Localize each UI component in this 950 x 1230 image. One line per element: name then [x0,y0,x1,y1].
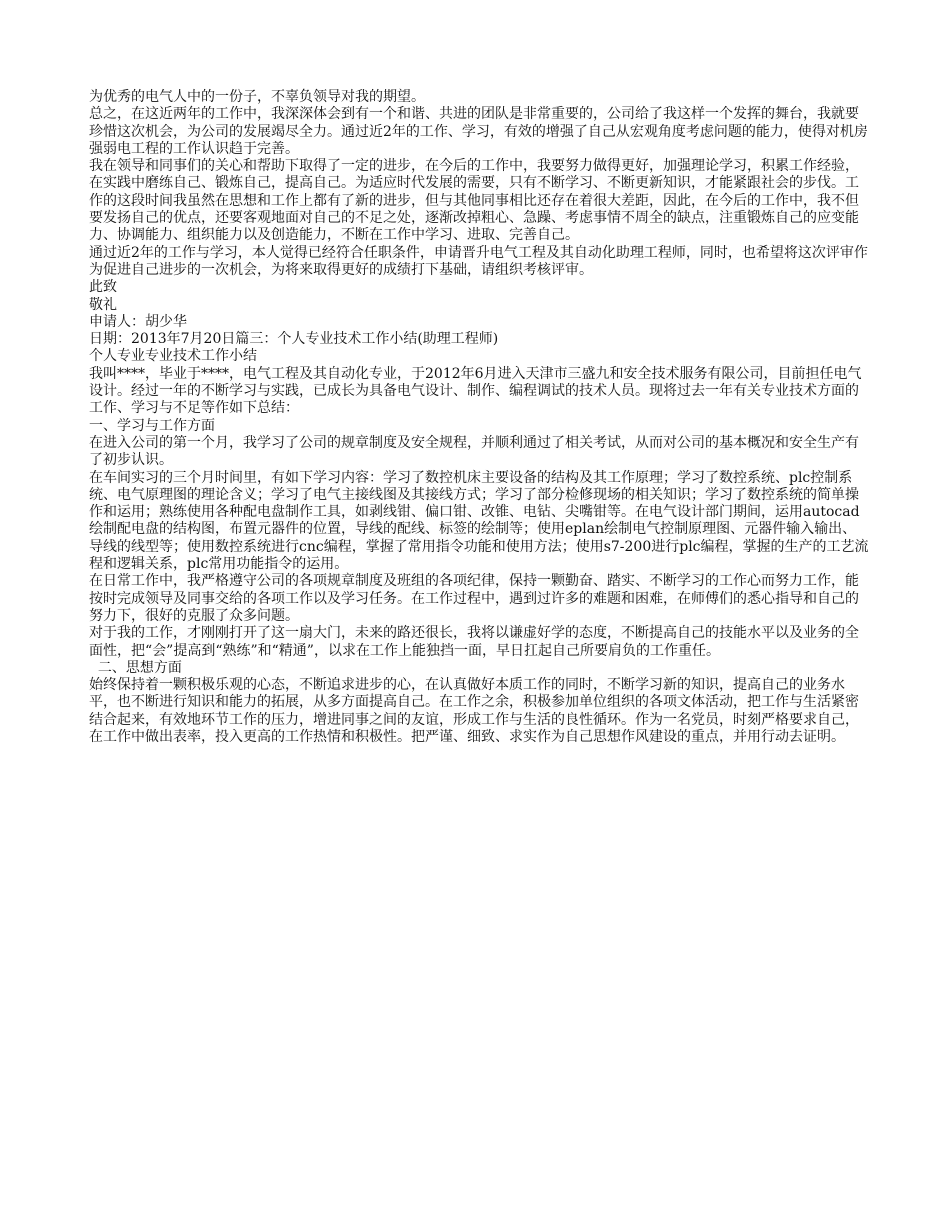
paragraph-summary: 总之，在这近两年的工作中，我深深体会到有一个和谐、共进的团队是非常重要的，公司给了我这样一个发挥的舞台，我就要珍惜这次机会，为公司的发展竭尽全力。通过近2年的工作、学习，有效的增强了自己从宏观角度考虑问题的能力，使得对机房强弱电工程的工作认识趋于完善。 [89,106,868,157]
salutation-jingli: 敬礼 [89,296,117,313]
section-heading: 个人专业专业技术工作小结 [89,348,257,365]
paragraph-future-work: 对于我的工作，才刚刚打开了这一扇大门，未来的路还很长，我将以谦虚好学的态度，不断提高自己的技能水平以及业务的全面性，把“会”提高到“熟练”和“精通”，以求在工作上能独挡一面，早日扛起自己所要肩负的工作重任。 [89,625,859,659]
heading-study-and-work: 一、学习与工作方面 [89,417,215,434]
paragraph-first-month: 在进入公司的第一个月，我学习了公司的规章制度及安全规程，并顺利通过了相关考试，从而对公司的基本概况和安全生产有了初步认识。 [89,434,859,469]
paragraph-introduction: 我叫****，毕业于****，电气工程及其自动化专业，于2012年6月进入天津市三盛九和安全技术服务有限公司，目前担任电气设计。经过一年的不断学习与实践，已成长为具备电气设计、制作、编程调试的技术人员。现将过去一年有关专业技术方面的工作、学习与不足等作如下总结： [89,365,862,417]
paragraph-progress: 我在领导和同事们的关心和帮助下取得了一定的进步，在今后的工作中，我要努力做得更好，加强理论学习，积累工作经验，在实践中磨练自己、锻炼自己，提高自己。为适应时代发展的需要，只有不断学习、不断更新知识，才能紧跟社会的步伐。工作的这段时间我虽然在思想和工作上都有了新的进步，但与其他同事相比还存在着很大差距，因此，在今后的工作中，我不但要发扬自己的优点，还要客观地面对自己的不足之处，逐渐改掉粗心、急躁、考虑事情不周全的缺点，注重锻炼自己的应变能力、协调能力、组织能力以及创造能力，不断在工作中学习、进取、完善自己。 [89,158,859,244]
heading-thinking: 二、思想方面 [89,659,182,676]
date-and-section-title: 日期：2013年7月20日篇三：个人专业技术工作小结(助理工程师) [89,331,499,348]
paragraph-closing-line: 为优秀的电气人中的一份子，不辜负领导对我的期望。 [89,89,425,105]
paragraph-application: 通过近2年的工作与学习，本人觉得已经符合任职条件，申请晋升电气工程及其自动化助理工程师，同时，也希望将这次评审作为促进自己进步的一次机会，为将来取得更好的成绩打下基础，请组织考核评审。 [89,244,868,278]
paragraph-attitude: 始终保持着一颗积极乐观的心态，不断追求进步的心，在认真做好本质工作的同时，不断学习新的知识，提高自己的业务水平，也不断进行知识和能力的拓展，从多方面提高自己。在工作之余，积极参加单位组织的各项文体活动，把工作与生活紧密结合起来，有效地环节工作的压力，增进同事之间的友谊，形成工作与生活的良性循环。作为一名党员，时刻严格要求自己，在工作中做出表率，投入更高的工作热情和积极性。把严谨、细致、求实作为自己思想作风建设的重点，并用行动去证明。 [89,677,859,745]
paragraph-daily-work: 在日常工作中，我严格遵守公司的各项规章制度及班组的各项纪律，保持一颗勤奋、踏实、不断学习的工作心而努力工作，能按时完成领导及同事交给的各项工作以及学习任务。在工作过程中，遇到过许多的难题和困难，在师傅们的悉心指导和自己的努力下，很好的克服了众多问题。 [89,573,859,624]
document-body [89,89,869,746]
applicant-name: 申请人：胡少华 [89,313,187,330]
salutation-cizhi: 此致 [89,279,117,296]
paragraph-workshop-internship: 在车间实习的三个月时间里，有如下学习内容：学习了数控机床主要设备的结构及其工作原理；学习了数控系统、plc控制系统、电气原理图的理论含义；学习了电气主接线图及其接线方式；学习了部分检修现场的相关知识；学习了数控系统的简单操作和运用；熟练使用各种配电盘制作工具，如剥线钳、偏口钳、改锥、电钻、尖嘴钳等。在电气设计部门期间，运用autocad绘制配电盘的结构图，布置元器件的位置，导线的配线、标签的绘制等；使用eplan绘制电气控制原理图、元器件输入输出、导线的线型等；使用数控系统进行cnc编程，掌握了常用指令功能和使用方法；使用s7-200进行plc编程，掌握的生产的工艺流程和逻辑关系，plc常用功能指令的运用。 [89,469,869,573]
